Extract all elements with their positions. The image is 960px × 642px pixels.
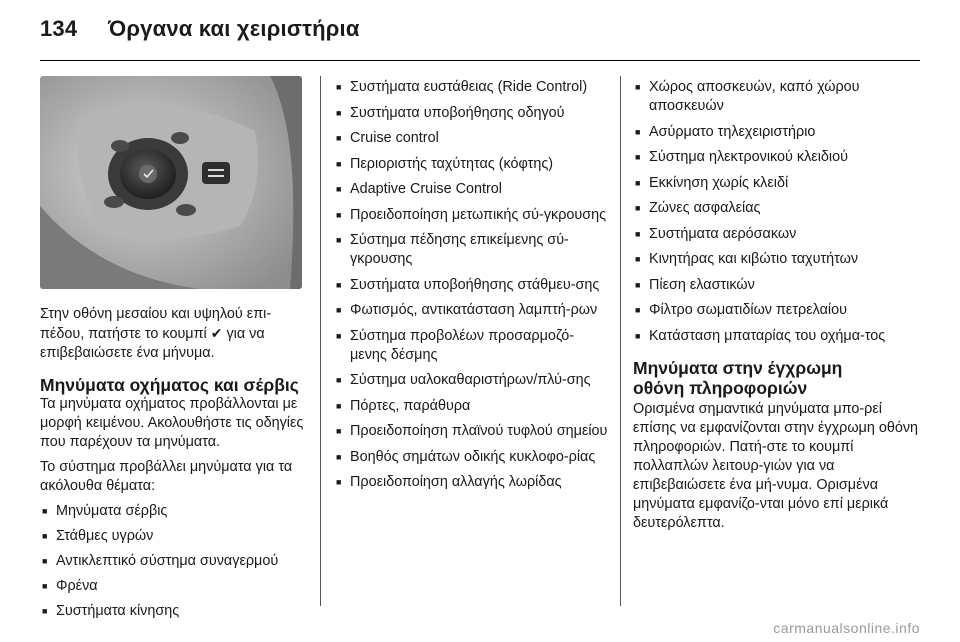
steering-wheel-photo	[40, 76, 302, 289]
intro-text: Στην οθόνη μεσαίου και υψηλού επι-πέδου, πατήστε το κουμπί	[40, 306, 272, 342]
page-number: 134	[40, 16, 78, 41]
list-item: ■ Φίλτρο σωματιδίων πετρελαίου	[633, 301, 923, 320]
list-item: ■ Βοηθός σημάτων οδικής κυκλοφο-ρίας	[334, 448, 610, 467]
intro-paragraph	[40, 305, 310, 363]
list-item: ■ Ασύρματο τηλεχειριστήριο	[633, 123, 923, 142]
list-item: ■ Κατάσταση μπαταρίας του οχήμα-τος	[633, 327, 923, 346]
header-rule	[40, 60, 920, 61]
column-1	[40, 76, 310, 627]
page-header	[40, 16, 360, 42]
paragraph: Το σύστημα προβάλλει μηνύματα για τα ακόλουθα θέματα:	[40, 459, 293, 494]
checkmark-icon: ✔	[210, 325, 223, 341]
list-item: ■ Πόρτες, παράθυρα	[334, 397, 610, 416]
list-item: ■ Συστήματα κίνησης	[40, 602, 310, 621]
list-item: ■ Συστήματα ευστάθειας (Ride Control)	[334, 78, 610, 97]
watermark: carmanualsonline.info	[773, 620, 920, 636]
list-item: ■ Adaptive Cruise Control	[334, 180, 610, 199]
topic-list	[633, 78, 923, 346]
column-3	[633, 78, 923, 533]
list-item: ■ Συστήματα αερόσακων	[633, 225, 923, 244]
column-divider	[320, 76, 321, 606]
list-item: ■ Συστήματα υποβοήθησης στάθμευ-σης	[334, 276, 610, 295]
list-item: ■ Στάθμες υγρών	[40, 527, 310, 546]
list-item: ■ Προειδοποίηση μετωπικής σύ-γκρουσης	[334, 206, 610, 225]
list-item: ■ Σύστημα ηλεκτρονικού κλειδιού	[633, 148, 923, 167]
list-item: ■ Ζώνες ασφαλείας	[633, 199, 923, 218]
column-divider	[620, 76, 621, 606]
list-item: ■ Προειδοποίηση αλλαγής λωρίδας	[334, 473, 610, 492]
list-item: ■ Φωτισμός, αντικατάσταση λαμπτή-ρων	[334, 301, 610, 320]
list-item: ■ Cruise control	[334, 129, 610, 148]
list-item: ■ Συστήματα υποβοήθησης οδηγού	[334, 104, 610, 123]
column-2	[334, 78, 610, 499]
list-item: ■ Φρένα	[40, 577, 310, 596]
list-item: ■ Προειδοποίηση πλαϊνού τυφλού σημείου	[334, 422, 610, 441]
page-title: Όργανα και χειριστήρια	[108, 16, 360, 41]
list-item: ■ Περιοριστής ταχύτητας (κόφτης)	[334, 155, 610, 174]
list-item: ■ Χώρος αποσκευών, καπό χώρου αποσκευών	[633, 78, 923, 116]
list-item: ■ Κινητήρας και κιβώτιο ταχυτήτων	[633, 250, 923, 269]
topic-list	[40, 502, 310, 621]
paragraph: Ορισμένα σημαντικά μηνύματα μπο-ρεί επίσης να εμφανίζονται στην έγχρωμη οθόνη πληροφοριών. Πατή-στε το κουμπί πολλαπλών λειτουρ-γιών για να επιβεβαιώσετε ένα μή-νυμα. Ορισμένα μηνύματα εμφανίζο-νται μόνο επί μερικά δευτερόλεπτα.	[633, 400, 919, 531]
list-item: ■ Πίεση ελαστικών	[633, 276, 923, 295]
list-item: ■ Μηνύματα σέρβις	[40, 502, 310, 521]
topic-list	[334, 78, 610, 492]
intro-text-end: για να επιβεβαιώσετε ένα μήνυμα.	[40, 326, 265, 361]
section-heading: Μηνύματα οχήματος και σέρβις	[40, 375, 299, 395]
list-item: ■ Σύστημα υαλοκαθαριστήρων/πλύ-σης	[334, 371, 610, 390]
list-item: ■ Σύστημα πέδησης επικείμενης σύ-γκρουσης	[334, 231, 610, 269]
list-item: ■ Αντικλεπτικό σύστημα συναγερμού	[40, 552, 310, 571]
list-item: ■ Σύστημα προβολέων προσαρμοζό-μενης δέσμης	[334, 327, 610, 365]
paragraph: Τα μηνύματα οχήματος προβάλλονται με μορφή κειμένου. Ακολουθήστε τις οδηγίες που παρέχουν τα μηνύματα.	[40, 396, 304, 450]
section-heading: Μηνύματα στην έγχρωμη οθόνη πληροφοριών	[633, 357, 843, 398]
list-item: ■ Εκκίνηση χωρίς κλειδί	[633, 174, 923, 193]
